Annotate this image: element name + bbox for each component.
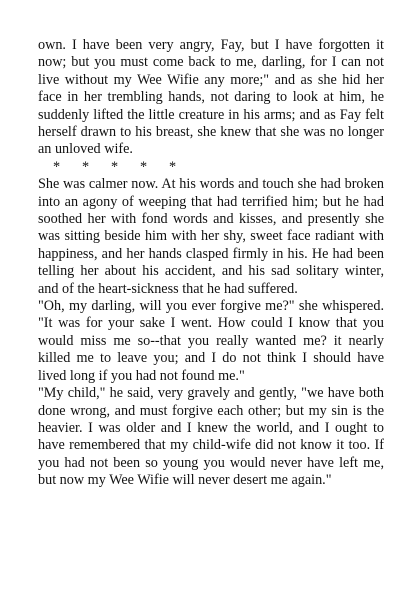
divider-star: *: [82, 158, 90, 175]
paragraph-3: "Oh, my darling, will you ever forgive me?" she whispered. "It was for your sake I went. How could I know that you would miss me so--that you really wanted me? it nearly killed me to leave you; and I do not think I should have lived long if you had not found me.": [38, 298, 384, 384]
paragraph-2: She was calmer now. At his words and touch she had broken into an agony of weeping that had terrified him; but he had soothed her with fond words and kisses, and presently she was sitting beside him with her shy, sweet face radiant with happiness, and her hands clasped firmly in his. He had been telling her about his accident, and his sad solitary winter, and of the heart-sickness that he had suffered.: [38, 176, 384, 297]
book-page: [38, 37, 384, 490]
divider-star: *: [53, 158, 61, 175]
divider-star: *: [169, 158, 177, 175]
section-divider: [38, 159, 384, 176]
divider-star: *: [111, 158, 119, 175]
paragraph-1: own. I have been very angry, Fay, but I have forgotten it now; but you must come back to me, darling, for I can not live without my Wee Wifie any more;" and as she hid her face in her trembling hands, not daring to look at him, he suddenly lifted the little creature in his arms; and as Fay felt herself drawn to his breast, she knew that she was no longer an unloved wife.: [38, 37, 384, 158]
divider-star: *: [140, 158, 148, 175]
paragraph-4: "My child," he said, very gravely and gently, "we have both done wrong, and must forgive each other; but my sin is the heavier. I was older and I knew the world, and I ought to have remembered that my child-wife did not know it too. If you had not been so young you would never have left me, but now my Wee Wifie will never desert me again.": [38, 385, 384, 489]
